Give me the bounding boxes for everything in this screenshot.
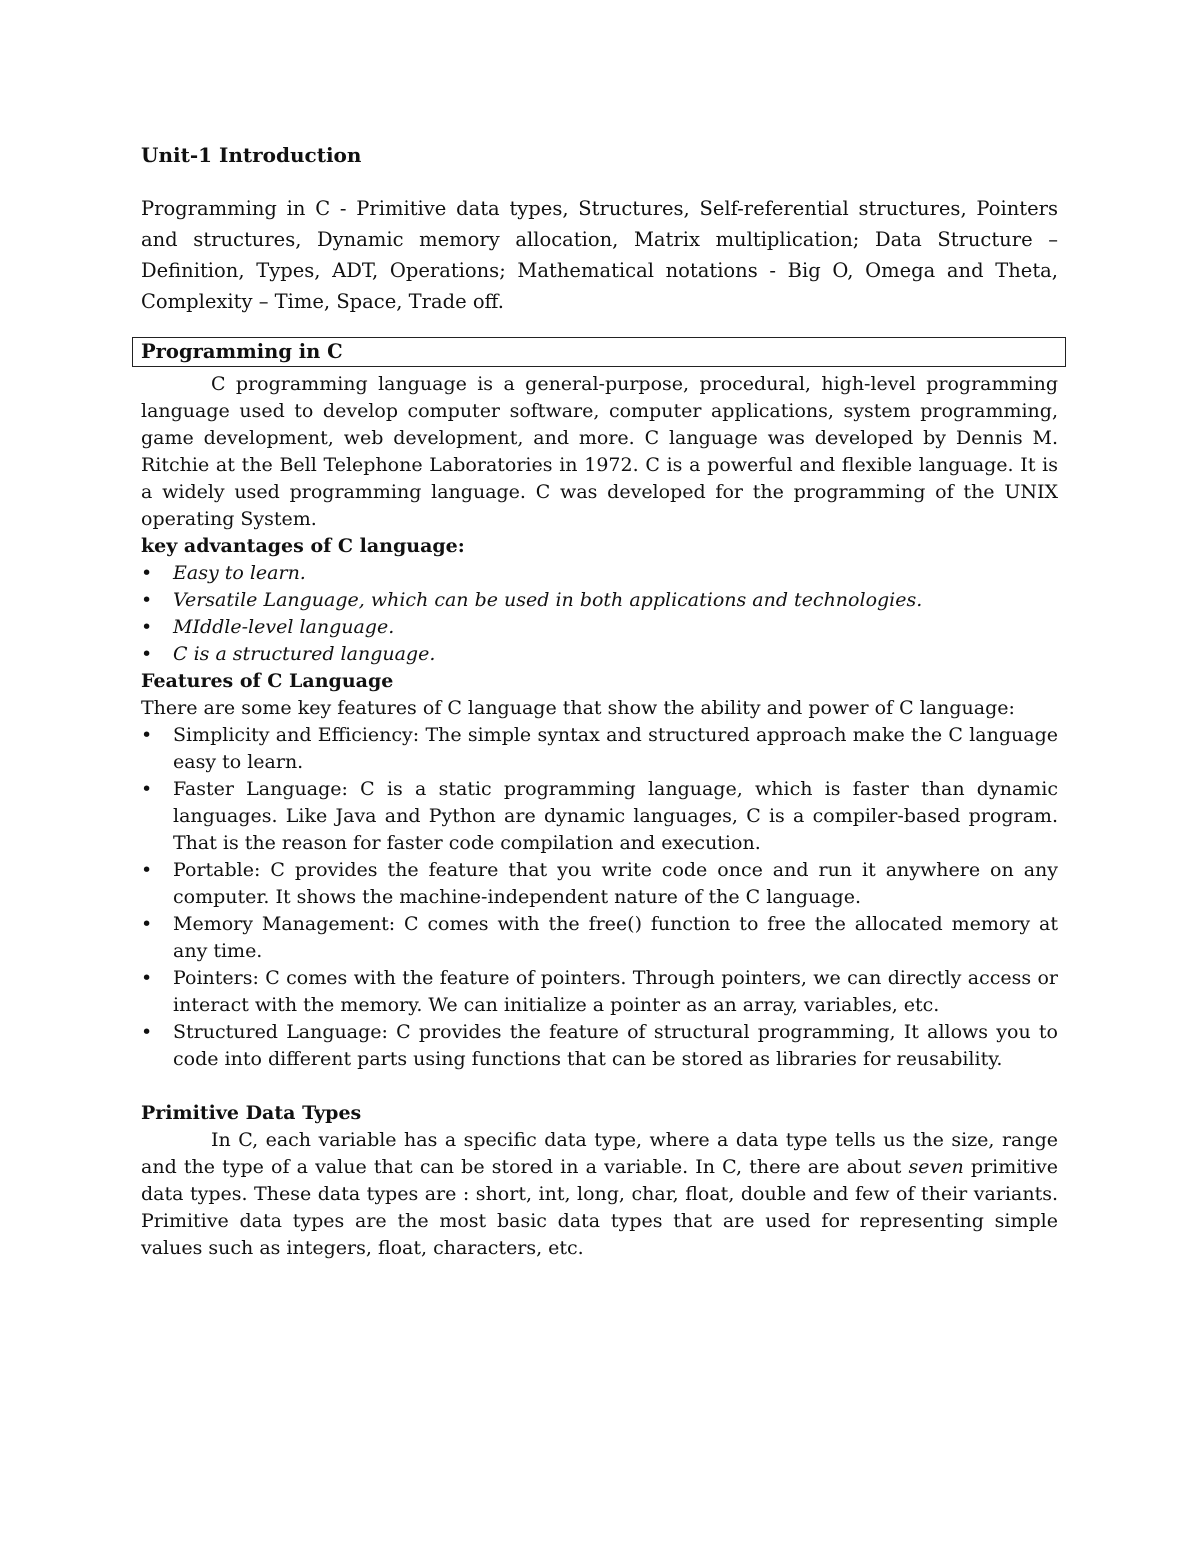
- bullet-icon: •: [141, 616, 153, 638]
- bullet-icon: •: [141, 1021, 153, 1043]
- bullet-icon: •: [141, 913, 153, 935]
- document-page: [141, 141, 1058, 1259]
- list-item: • Faster Language: C is a static programming language, which is faster than dynamic languages. Like Java and Python are dynamic languages, C is a compiler-based program. That is the reason for faster code compilation and execution.: [141, 778, 1058, 854]
- list-item: • Structured Language: C provides the feature of structural programming, It allows you to code into different parts using functions that can be stored as libraries for reusability.: [141, 1021, 1058, 1070]
- list-item: • Portable: C provides the feature that you write code once and run it anywhere on any computer. It shows the machine-independent nature of the C language.: [141, 859, 1058, 908]
- section-heading-programming-in-c: Programming in C: [141, 340, 343, 363]
- advantages-heading: key advantages of C language:: [141, 535, 465, 557]
- body-content: [141, 371, 1058, 1262]
- bullet-icon: •: [141, 967, 153, 989]
- features-list: [141, 722, 1058, 1073]
- bullet-icon: •: [141, 724, 153, 746]
- bullet-icon: •: [141, 589, 153, 611]
- list-item: • Easy to learn.: [141, 560, 1058, 587]
- features-heading: Features of C Language: [141, 670, 394, 692]
- intro-paragraph: C programming language is a general-purpose, procedural, high-level programming language used to develop computer software, computer applications, system programming, game development, web development, and more. C language was developed by Dennis M. Ritchie at the Bell Telephone Laboratories in 1972. C is a powerful and flexible language. It is a widely used programming language. C was developed for the programming of the UNIX operating System.: [141, 373, 1058, 530]
- list-item: • C is a structured language.: [141, 641, 1058, 668]
- bullet-icon: •: [141, 778, 153, 800]
- section-spacer: [141, 1073, 1058, 1100]
- list-item: • Simplicity and Efficiency: The simple syntax and structured approach make the C language easy to learn.: [141, 724, 1058, 773]
- syllabus-paragraph: Programming in C - Primitive data types, Structures, Self-referential structures, Pointers and structures, Dynamic memory allocation, Matrix multiplication; Data Structure – Definition, Types, ADT, Operations; Mathematical notations - Big O, Omega and Theta, Complexity – Time, Space, Trade off.: [141, 197, 1058, 313]
- list-item: • MIddle-level language.: [141, 614, 1058, 641]
- bullet-icon: •: [141, 859, 153, 881]
- primitive-data-types-heading: Primitive Data Types: [141, 1102, 362, 1124]
- section-heading-box: [132, 337, 1066, 367]
- features-intro: There are some key features of C language that show the ability and power of C language:: [141, 697, 1015, 719]
- bullet-icon: •: [141, 562, 153, 584]
- primitive-data-types-paragraph: In C, each variable has a specific data type, where a data type tells us the size, range and the type of a value that can be stored in a variable. In C, there are about seven primitive data types. These data types are : short, int, long, char, float, double and few of their variants. Primitive data types are the most basic data types that are used for representing simple values such as integers, float, characters, etc.: [141, 1129, 1058, 1259]
- advantages-list: [141, 560, 1058, 668]
- list-item: • Pointers: C comes with the feature of pointers. Through pointers, we can directly access or interact with the memory. We can initialize a pointer as an array, variables, etc.: [141, 967, 1058, 1016]
- emphasis-text: seven: [908, 1156, 964, 1178]
- bullet-icon: •: [141, 643, 153, 665]
- list-item: • Versatile Language, which can be used in both applications and technologies.: [141, 587, 1058, 614]
- list-item: • Memory Management: C comes with the free() function to free the allocated memory at any time.: [141, 913, 1058, 962]
- page-title: Unit-1 Introduction: [141, 143, 362, 167]
